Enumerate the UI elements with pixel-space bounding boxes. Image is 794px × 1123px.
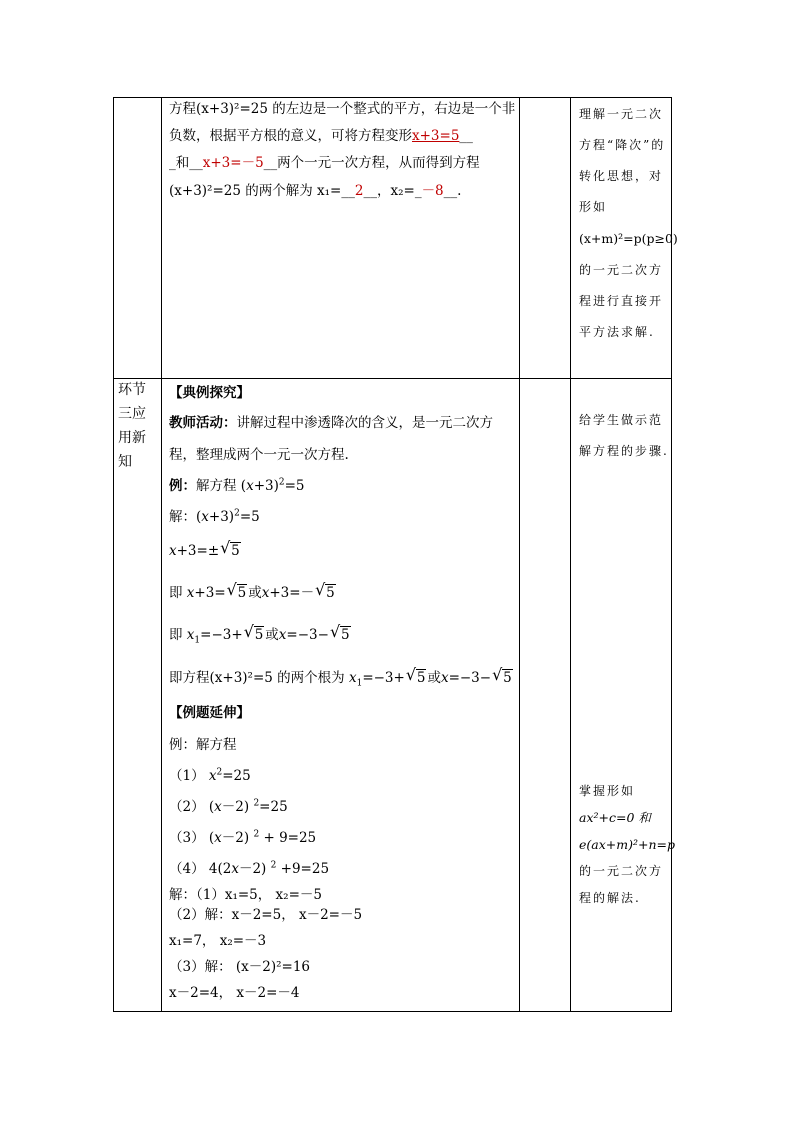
note-line: (x+m)²=p(p≥0) [579,231,678,246]
solution-line-2: x+3=± √ 5 [169,538,240,559]
exercise-4: （4） 4(2x－2) $^2$ +9=25 [169,860,330,877]
answer-line-5: x－2=4， x－2=－4 [169,985,300,1001]
note-line: e(ax+m)²+n=p [579,837,675,852]
note-line: 的一元二次方 [579,864,664,878]
row1-line-4: (x+3)²=25 的两个解为 x₁=__2__，x₂=_－8__. [169,183,462,199]
answer-x2: －8 [421,183,444,199]
exercise-1: （1） $x^2=25$ [169,767,251,784]
note-line: 程的解法. [579,891,641,905]
solution-line-3: 即 x+3= √ 5 或x+3=－ √ 5 [169,580,335,601]
row1-line-2: 负数，根据平方根的意义，可将方程变形x+3=5__ [169,128,473,144]
note-line: 理解一元二次 [579,107,664,121]
heading-extension: 【例题延伸】 [169,705,250,721]
row1-line-3: _和__x+3=－5__两个一元一次方程，从而得到方程 [169,155,480,171]
exercise-2: （2） (x－2) $^2$=25 [169,798,288,815]
heading-examples: 【典例探究】 [169,385,250,401]
lesson-table: 方程(x+3)²=25 的左边是一个整式的平方，右边是一个非 负数，根据平方根的意义，可将方程变形x+3=5__ _和__x+3=－5__两个一元一次方程，从而得到方程 (x+3)²=25 的两个解为 x₁=__2__，x₂=_－8__. 理解一元二次 方程“降次”的 转化思想，对 形如 (x+m)²=p(p≥0) 的一元二次方 程进行直接开 平方法求解. 环节 三应 用新 知 【典例探究】 教师活动：讲解过程中渗透降次的含义，是一元二次方 程，整理成两个一元一次方程. 例：解方程 $(x+3)^2=5$ 解：$(x+3)^2=5$ x+3=± √ 5 即 x+3= √ 5 或x+3=－ √ 5 即 $x_1=-3+$ √ 5 或x=−3− √ 5 即方程(x+3)²=5 的两个根为 $x_1=-3+$ √ 5 或x=−3− √ 5 【例题延伸】 例：解方程 （1） $x^2=25$ （2） (x－2) $^2$=25 （3） (x－2) $^2$ + 9=25 （4） 4(2x－2) $^2$ +9=25 解：（1）x₁=5， x₂=－5 （2）解：x－2=5， x－2=－5 x₁=7， x₂=－3 （3）解： (x－2)²=16 x－2=4， x－2=－4 给学生做示范 解方程的步骤. 掌握形如 ax²+c=0 和 e(ax+m)²+n=p 的一元二次方 程的解法. [113,97,672,1012]
column-divider-1 [161,97,162,1012]
answer-x1: 2 [354,183,364,199]
row1-line-1: 方程(x+3)²=25 的左边是一个整式的平方，右边是一个非 [169,101,516,117]
answer-line-2: （2）解：x－2=5， x－2=－5 [169,907,363,923]
teacher-activity: 教师活动：讲解过程中渗透降次的含义，是一元二次方 [169,415,493,431]
solution-line-1: 解：$(x+3)^2=5$ [169,508,260,525]
note-line: 平方法求解. [579,325,655,339]
note-line: 的一元二次方 [579,263,664,277]
note-line: 给学生做示范 [579,413,664,427]
table-border-top [113,97,672,98]
note-line: 形如 [579,200,608,214]
exercise-3: （3） (x－2) $^2$ + 9=25 [169,829,317,846]
example-problem: 例：解方程 $(x+3)^2=5$ [169,477,305,494]
answer-line-1: 解：（1）x₁=5， x₂=－5 [169,887,322,903]
note-line: 方程“降次”的 [579,138,666,152]
blank-answer-1: x+3=5 [412,128,460,144]
note-line: ax²+c=0 和 [579,810,651,825]
solution-line-4: 即 $x_1=-3+$ √ 5 或x=−3− √ 5 [169,622,350,646]
answer-line-4: （3）解： (x－2)²=16 [169,959,311,975]
blank-answer-2: x+3=－5 [202,155,264,171]
solution-conclusion: 即方程(x+3)²=5 的两个根为 $x_1=-3+$ √ 5 或x=−3− √ 5 [169,665,512,689]
note-line: 解方程的步骤. [579,444,669,458]
table-border-left [113,97,114,1012]
column-divider-2 [519,97,520,1012]
table-border-bottom [113,1011,672,1012]
answer-line-3: x₁=7， x₂=－3 [169,933,267,949]
note-line: 程进行直接开 [579,294,664,308]
teacher-activity-cont: 程，整理成两个一元一次方程. [169,447,349,463]
row-divider [113,378,672,379]
note-line: 掌握形如 [579,784,636,798]
extension-intro: 例：解方程 [169,737,237,753]
column-divider-3 [570,97,571,1012]
note-line: 转化思想，对 [579,169,664,183]
